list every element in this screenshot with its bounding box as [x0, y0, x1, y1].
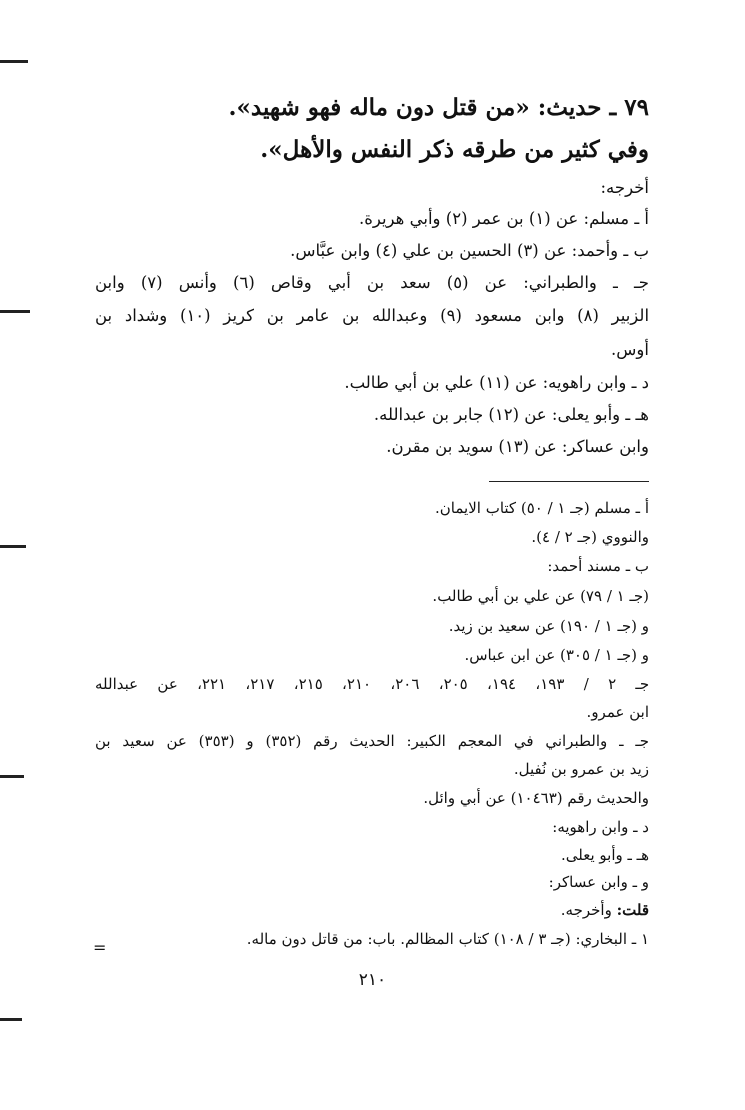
- takhrij-heading: أخرجه:: [600, 178, 649, 197]
- footnote-line: والحديث رقم (١٠٤٦٣) عن أبي وائل.: [423, 789, 649, 807]
- takhrij-line: أوس.: [611, 340, 649, 359]
- hadith-title-line-1: ٧٩ ـ حديث: «من قتل دون ماله فهو شهيد».: [228, 94, 649, 121]
- qult-label: قلت:: [616, 901, 649, 919]
- footnote-line: ابن عمرو.: [586, 703, 649, 721]
- margin-mark: =: [93, 938, 107, 957]
- takhrij-line: أ ـ مسلم: عن (١) بن عمر (٢) وأبي هريرة.: [358, 209, 649, 228]
- scan-mark-3: [0, 545, 26, 548]
- takhrij-line: الزبير (٨) وابن مسعود (٩) وعبدالله بن عامر بن كريز (١٠) وشداد بن: [95, 306, 650, 325]
- takhrij-line: هـ ـ وأبو يعلى: عن (١٢) جابر بن عبدالله.: [373, 405, 649, 424]
- footnote-line: هـ ـ وأبو يعلى.: [561, 846, 649, 864]
- hadith-title-line-2: وفي كثير من طرقه ذكر النفس والأهل».: [260, 136, 649, 163]
- footnote-line: والنووي (جـ ٢ / ٤).: [531, 528, 649, 546]
- footnote-line: جـ ٢ / ١٩٣، ١٩٤، ٢٠٥، ٢٠٦، ٢١٠، ٢١٥، ٢١٧، ٢٢١، عن عبدالله: [95, 675, 650, 693]
- scan-mark-4: [0, 775, 24, 778]
- footnote-line: و (جـ ١ / ١٩٠) عن سعيد بن زيد.: [448, 617, 649, 635]
- footnote-line: د ـ وابن راهويه:: [552, 818, 649, 836]
- takhrij-line: د ـ وابن راهويه: عن (١١) علي بن أبي طالب.: [344, 373, 649, 392]
- scan-mark-5: [0, 1018, 22, 1021]
- footnote-separator: [489, 481, 649, 482]
- footnote-line: و ـ وابن عساكر:: [548, 873, 649, 891]
- takhrij-line: جـ ـ والطبراني: عن (٥) سعد بن أبي وقاص (٦) وأنس (٧) وابن: [95, 273, 649, 292]
- footnote-line: و (جـ ١ / ٣٠٥) عن ابن عباس.: [464, 646, 649, 664]
- footnote-line: زيد بن عمرو بن نُفيل.: [513, 760, 649, 778]
- footnote-line: (جـ ١ / ٧٩) عن علي بن أبي طالب.: [432, 587, 649, 605]
- footnote-line: وأخرجه.: [560, 901, 612, 919]
- footnote-line: ١ ـ البخاري: (جـ ٣ / ١٠٨) كتاب المظالم. باب: من قاتل دون ماله.: [246, 930, 649, 948]
- takhrij-line: وابن عساكر: عن (١٣) سويد بن مقرن.: [386, 437, 649, 456]
- scan-mark-1: [0, 60, 28, 63]
- takhrij-line: ب ـ وأحمد: عن (٣) الحسين بن علي (٤) وابن عبَّاس.: [290, 241, 649, 260]
- footnote-line: جـ ـ والطبراني في المعجم الكبير: الحديث رقم (٣٥٢) و (٣٥٣) عن سعيد بن: [95, 732, 650, 750]
- qult-line: [561, 901, 649, 919]
- footnote-line: ب ـ مسند أحمد:: [547, 557, 649, 575]
- footnote-line: أ ـ مسلم (جـ ١ / ٥٠) كتاب الايمان.: [435, 499, 649, 517]
- page-number: ٢١٠: [358, 970, 387, 990]
- scan-mark-2: [0, 310, 30, 313]
